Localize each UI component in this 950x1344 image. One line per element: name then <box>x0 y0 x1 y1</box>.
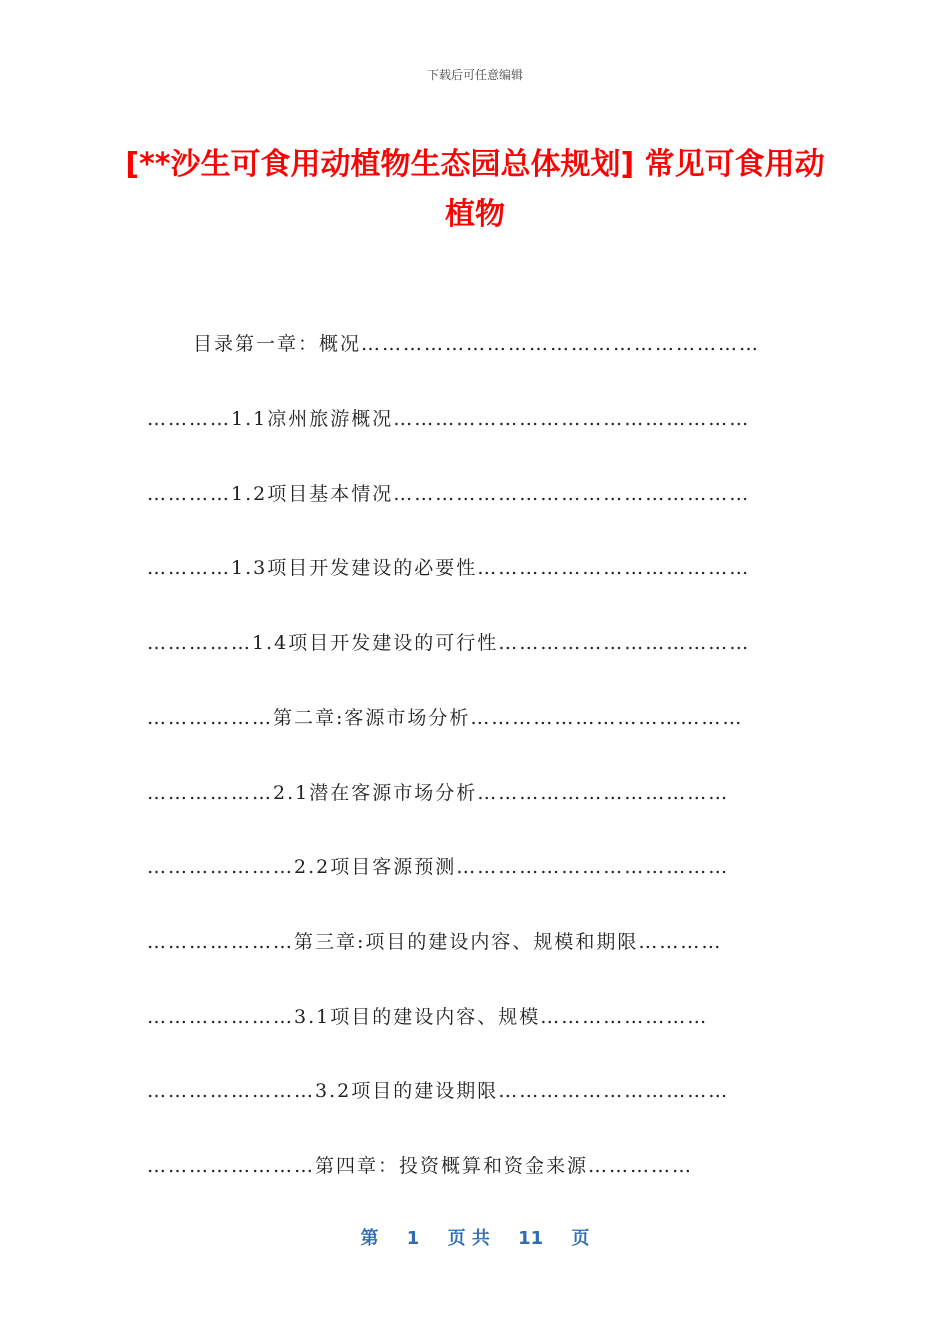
document-title: [**沙生可食用动植物生态园总体规划] 常见可食用动植物 <box>125 147 825 232</box>
toc-line-1-4: ……………1.4项目开发建设的可行性……………………………… <box>147 632 751 654</box>
toc-line-chapter-1: 目录第一章：概况………………………………………………… <box>193 333 761 355</box>
page-middle: 页 共 <box>447 1228 490 1249</box>
page-prefix: 第 <box>360 1228 379 1249</box>
toc-line-3-1: …………………3.1项目的建设内容、规模…………………… <box>147 1006 709 1028</box>
toc-line-chapter-2: ………………第二章:客源市场分析………………………………… <box>147 707 744 729</box>
toc-line-1-3: …………1.3项目开发建设的必要性………………………………… <box>147 557 751 579</box>
toc-line-3-2: ……………………3.2项目的建设期限…………………………… <box>147 1080 730 1102</box>
toc-line-chapter-4: ……………………第四章：投资概算和资金来源…………… <box>147 1155 694 1177</box>
toc-line-2-2: …………………2.2项目客源预测………………………………… <box>147 856 730 878</box>
header-note: 下载后可任意编辑 <box>426 68 523 82</box>
toc-line-2-1: ………………2.1潜在客源市场分析……………………………… <box>147 782 730 804</box>
toc-line-chapter-3: …………………第三章:项目的建设内容、规模和期限………… <box>147 931 723 953</box>
page-suffix: 页 <box>571 1228 590 1249</box>
page-total: 11 <box>518 1228 544 1249</box>
toc-line-1-2: …………1.2项目基本情况…………………………………………… <box>147 483 751 505</box>
page-footer <box>0 1224 950 1250</box>
toc-line-1-1: …………1.1凉州旅游概况…………………………………………… <box>147 408 751 430</box>
page-number: 1 <box>406 1228 420 1249</box>
